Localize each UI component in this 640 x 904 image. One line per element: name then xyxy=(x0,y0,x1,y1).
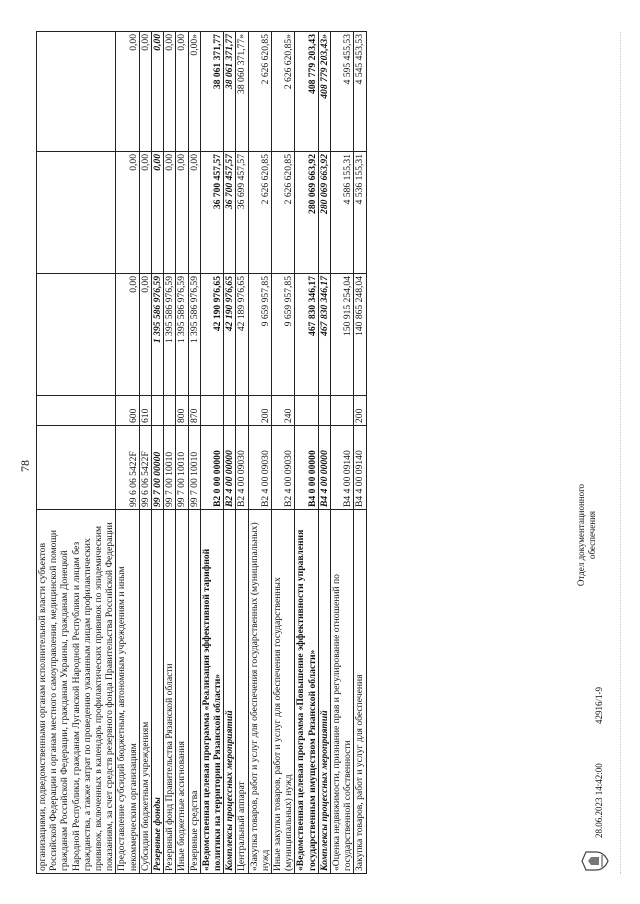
cell-vr xyxy=(331,396,354,426)
cell-v3: 408 779 203,43 xyxy=(295,32,318,152)
table-row xyxy=(188,32,200,874)
cell-vr: 870 xyxy=(188,396,200,426)
cell-v2: 280 069 663,92 xyxy=(318,152,330,274)
cell-v1: 1 395 586 976,59 xyxy=(152,274,164,396)
cell-v1: 9 659 957,85 xyxy=(272,274,295,396)
cell-v2 xyxy=(37,152,116,274)
cell-code: 99 6 06 5422F xyxy=(116,426,139,510)
cell-code: 99 7 00 00000 xyxy=(152,426,164,510)
page-footer xyxy=(572,32,632,874)
cell-v3: 408 779 203,43» xyxy=(318,32,330,152)
table-row xyxy=(139,32,151,874)
cell-code xyxy=(37,426,116,510)
cell-v1: 42 190 976,65 xyxy=(224,274,236,396)
cell-name: организациями, подведомственными органам исполнительной власти субъектов Российской Федерации и органам местного самоуправления, медицинской помощи гражданам Российской Федерации, гражданам Украины, гражданам Донецкой Народной Республики, гражданам Луганской Народной Республики и лицам без гражданства, а также затрат по проведению указанным лицам профилактических прививок, включенных в календарь профилактических прививок по эпидемическим показаниям, за счет средств резервного фонда Правительства Российской Федерации xyxy=(37,510,116,874)
cell-v1: 1 395 586 976,59 xyxy=(176,274,188,396)
cell-name: Резервные средства xyxy=(188,510,200,874)
cell-name: Иные бюджетные ассигнования xyxy=(176,510,188,874)
cell-v1: 42 189 976,65 xyxy=(236,274,248,396)
cell-name: Комплексы процессных мероприятий xyxy=(318,510,330,874)
footer-divider xyxy=(620,32,629,874)
cell-v2: 36 700 457,57 xyxy=(200,152,223,274)
cell-name: Резервные фонды xyxy=(152,510,164,874)
cell-vr xyxy=(224,396,236,426)
cell-name: Иные закупки товаров, работ и услуг для обеспечения государственных (муниципальных) нужд xyxy=(272,510,295,874)
cell-name: «Ведомственная целевая программа «Реализация эффективной тарифной политики на территории Рязанской области» xyxy=(200,510,223,874)
cell-v2: 36 699 457,57 xyxy=(236,152,248,274)
footer-department xyxy=(576,450,598,620)
cell-v1: 9 659 957,85 xyxy=(248,274,271,396)
table-row xyxy=(354,32,366,874)
cell-name: «Закупка товаров, работ и услуг для обеспечения государственных (муниципальных) нужд xyxy=(248,510,271,874)
cell-code: В4 0 00 00000 xyxy=(295,426,318,510)
cell-v3: 38 061 371,77 xyxy=(224,32,236,152)
cell-v2: 0,00 xyxy=(116,152,139,274)
cell-vr xyxy=(200,396,223,426)
cell-code: 99 7 00 10010 xyxy=(188,426,200,510)
cell-vr xyxy=(152,396,164,426)
cell-v1: 467 830 346,17 xyxy=(318,274,330,396)
cell-v2: 2 626 620,85 xyxy=(272,152,295,274)
cell-v2: 4 586 155,31 xyxy=(331,152,354,274)
cell-v1: 0,00 xyxy=(116,274,139,396)
cell-v3: 0,00 xyxy=(116,32,139,152)
cell-v3: 0,00 xyxy=(176,32,188,152)
cell-v2: 0,00 xyxy=(164,152,176,274)
footer-department-line2: обеспечения xyxy=(587,510,597,560)
table-row xyxy=(236,32,248,874)
page-number: 78 xyxy=(18,460,32,472)
cell-v3: 0,00 xyxy=(152,32,164,152)
cell-code: 99 7 00 10010 xyxy=(164,426,176,510)
cell-vr: 200 xyxy=(248,396,271,426)
cell-v2: 0,00 xyxy=(176,152,188,274)
table-row xyxy=(331,32,354,874)
cell-vr xyxy=(37,396,116,426)
cell-v2: 36 700 457,57 xyxy=(224,152,236,274)
cell-v3: 2 626 620,85» xyxy=(272,32,295,152)
cell-vr: 610 xyxy=(139,396,151,426)
cell-v2: 0,00 xyxy=(152,152,164,274)
table-row xyxy=(164,32,176,874)
cell-v2: 280 069 663,92 xyxy=(295,152,318,274)
cell-v3: 0,00 xyxy=(139,32,151,152)
cell-v3 xyxy=(37,32,116,152)
cell-name: Предоставление субсидий бюджетным, автономным учреждениям и иным некоммерческим организациям xyxy=(116,510,139,874)
cell-v1: 0,00 xyxy=(139,274,151,396)
cell-v1: 1 395 586 976,59 xyxy=(164,274,176,396)
cell-v2: 0,00 xyxy=(188,152,200,274)
cell-code: В4 4 00 09140 xyxy=(331,426,354,510)
table-row xyxy=(116,32,139,874)
cell-vr: 240 xyxy=(272,396,295,426)
cell-code: В2 4 00 09030 xyxy=(248,426,271,510)
cell-v2: 2 626 620,85 xyxy=(248,152,271,274)
coat-of-arms-icon xyxy=(580,848,610,874)
cell-code: В2 4 00 09030 xyxy=(236,426,248,510)
cell-v2: 4 536 155,31 xyxy=(354,152,366,274)
cell-vr: 600 xyxy=(116,396,139,426)
cell-v1: 42 190 976,65 xyxy=(200,274,223,396)
cell-v3: 2 626 620,85 xyxy=(248,32,271,152)
table-row xyxy=(152,32,164,874)
cell-vr: 800 xyxy=(176,396,188,426)
cell-v3: 38 060 371,77» xyxy=(236,32,248,152)
cell-v3: 4 595 455,53 xyxy=(331,32,354,152)
cell-code: 99 7 00 10010 xyxy=(176,426,188,510)
cell-v1: 140 865 248,04 xyxy=(354,274,366,396)
cell-v3: 4 545 453,53 xyxy=(354,32,366,152)
cell-name: Комплексы процессных мероприятий xyxy=(224,510,236,874)
cell-name: Резервный фонд Правительства Рязанской области xyxy=(164,510,176,874)
cell-vr xyxy=(318,396,330,426)
cell-name: «Ведомственная целевая программа «Повышение эффективности управления государственным имуществом Рязанской области» xyxy=(295,510,318,874)
footer-reg-number: 42916/1-9 xyxy=(594,687,604,724)
cell-code: 99 6 06 5422F xyxy=(139,426,151,510)
table-row xyxy=(37,32,116,874)
budget-table xyxy=(36,31,367,874)
table-row xyxy=(224,32,236,874)
cell-v1: 150 915 254,04 xyxy=(331,274,354,396)
cell-code: В2 4 00 09030 xyxy=(272,426,295,510)
cell-vr xyxy=(236,396,248,426)
cell-v1: 467 830 346,17 xyxy=(295,274,318,396)
footer-date: 28.06.2023 14:42:00 xyxy=(594,763,604,838)
table-row xyxy=(318,32,330,874)
cell-name: Субсидии бюджетным учреждениям xyxy=(139,510,151,874)
cell-code: В4 4 00 00000 xyxy=(318,426,330,510)
cell-v3: 0,00 xyxy=(164,32,176,152)
cell-v1 xyxy=(37,274,116,396)
footer-department-line1: Отдел документационного xyxy=(576,483,586,587)
cell-code: В4 4 00 09140 xyxy=(354,426,366,510)
table-row xyxy=(272,32,295,874)
table-row xyxy=(176,32,188,874)
cell-name: «Оценка недвижимости, признание прав и регулирование отношений по государственной собственности xyxy=(331,510,354,874)
cell-v3: 0,00» xyxy=(188,32,200,152)
table-row xyxy=(200,32,223,874)
cell-v1: 1 395 586 976,59 xyxy=(188,274,200,396)
table-row xyxy=(295,32,318,874)
cell-vr xyxy=(164,396,176,426)
cell-name: Закупка товаров, работ и услуг для обеспечения xyxy=(354,510,366,874)
cell-vr: 200 xyxy=(354,396,366,426)
cell-code: В2 4 00 00000 xyxy=(224,426,236,510)
table-row xyxy=(248,32,271,874)
cell-name: Центральный аппарат xyxy=(236,510,248,874)
cell-vr xyxy=(295,396,318,426)
cell-v2: 0,00 xyxy=(139,152,151,274)
cell-code: В2 0 00 00000 xyxy=(200,426,223,510)
cell-v3: 38 061 371,77 xyxy=(200,32,223,152)
